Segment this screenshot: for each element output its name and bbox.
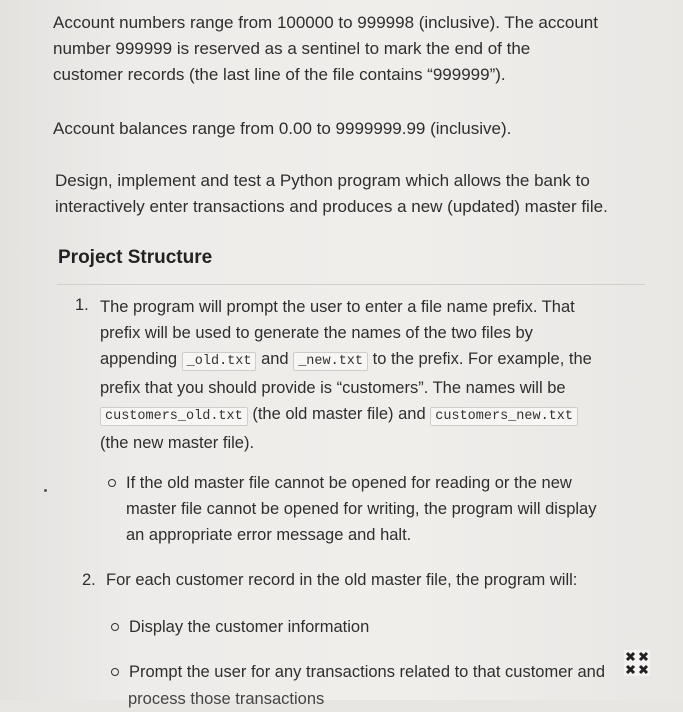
code-new-suffix: _new.txt [293, 352, 368, 371]
bullet-circle-icon [111, 668, 119, 676]
list-number-1: 1. [75, 296, 89, 314]
cropped-text-line: process those transactions [128, 690, 325, 708]
section-heading: Project Structure [58, 247, 213, 268]
heading-divider [57, 284, 645, 285]
sub-item-display [129, 614, 629, 640]
text-fragment: appending [100, 350, 178, 368]
list-number-2: 2. [82, 571, 96, 589]
text-fragment: to the prefix. For example, the [372, 350, 592, 368]
text-line: The program will prompt the user to enter a file name prefix. That [100, 298, 575, 316]
text-line: Account numbers range from 100000 to 999998 (inclusive). The account [53, 13, 598, 32]
code-old-suffix: _old.txt [182, 352, 257, 371]
account-numbers-paragraph [53, 10, 643, 88]
text-line: an appropriate error message and halt. [126, 526, 412, 544]
text-line: Prompt the user for any transactions related to that customer and [129, 663, 605, 681]
bullet-circle-icon [108, 479, 116, 487]
text-line: interactively enter transactions and produces a new (updated) master file. [55, 197, 608, 216]
text-line: (the new master file). [100, 434, 255, 452]
text-line [100, 401, 640, 430]
sub-item-prompt [129, 659, 619, 685]
text-line [100, 346, 640, 375]
code-customers-old: customers_old.txt [100, 407, 248, 426]
sub-item-error-handling [126, 470, 646, 548]
balances-paragraph [53, 116, 643, 142]
text-line: For each customer record in the old master file, the program will: [106, 571, 578, 589]
text-fragment: and [261, 350, 289, 368]
text-line: customer records (the last line of the file contains “999999”). [53, 65, 506, 84]
scan-app-icon[interactable] [624, 650, 650, 676]
text-line: prefix will be used to generate the names of the two files by [100, 324, 533, 342]
list-item-2 [106, 567, 646, 593]
text-line: If the old master file cannot be opened for reading or the new [126, 474, 572, 492]
stray-mark [44, 489, 47, 492]
code-customers-new: customers_new.txt [430, 407, 578, 426]
bullet-circle-icon [111, 623, 119, 631]
text-line: Design, implement and test a Python program which allows the bank to [55, 171, 590, 190]
text-line: number 999999 is reserved as a sentinel to mark the end of the [53, 39, 531, 58]
text-fragment: (the old master file) and [252, 405, 426, 423]
text-line: Account balances range from 0.00 to 9999999.99 (inclusive). [53, 119, 512, 138]
list-item-1 [100, 294, 640, 456]
text-line: prefix that you should provide is “customers”. The names will be [100, 379, 566, 397]
text-line: Display the customer information [129, 618, 370, 636]
design-paragraph [55, 168, 645, 220]
text-line: master file cannot be opened for writing, the program will display [126, 500, 597, 518]
